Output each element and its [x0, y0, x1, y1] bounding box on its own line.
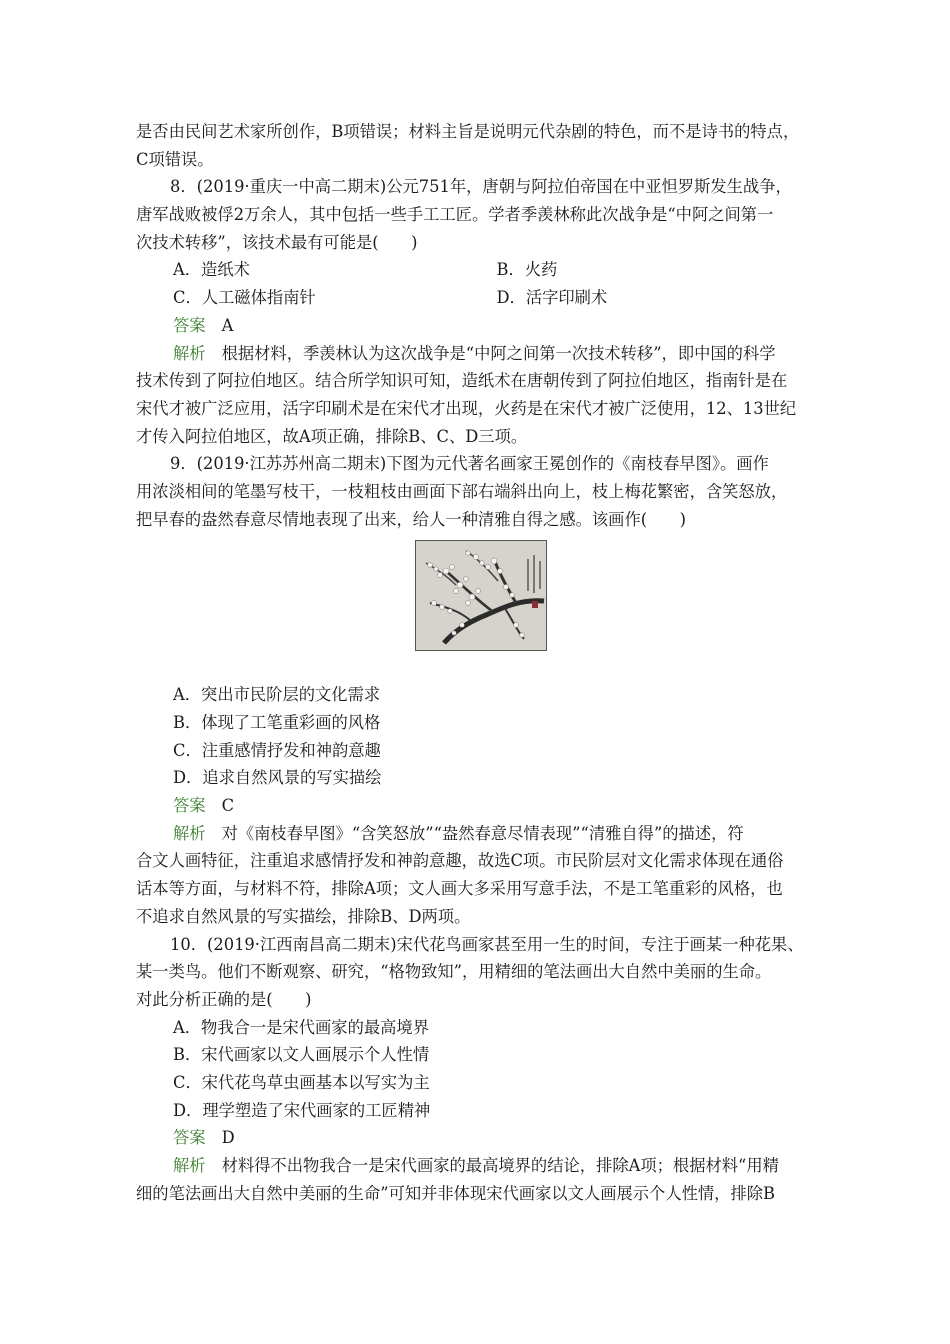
q8-options-row-2 — [136, 284, 820, 312]
q9-answer — [136, 792, 820, 820]
q10-answer-label: 答案 — [173, 1128, 206, 1148]
q9-answer-label: 答案 — [173, 796, 206, 816]
q10-analysis-label: 解析 — [173, 1156, 206, 1175]
q8-analysis-line-3: 宋代才被广泛应用，活字印刷术是在宋代才出现，火药是在宋代才被广泛使用，12、13世纪 — [136, 398, 797, 418]
question-8 — [136, 173, 820, 450]
q10-option-d: D．理学塑造了宋代画家的工匠精神 — [173, 1100, 431, 1120]
q9-analysis-line-3: 话本等方面，与材料不符，排除A项；文人画大多采用写意手法，不是工笔重彩的风格，也 — [136, 879, 783, 899]
q10-answer — [136, 1124, 820, 1152]
intro-line-2: C项错误。 — [136, 149, 214, 169]
q10-analysis-line-2: 细的笔法画出大自然中美丽的生命”可知并非体现宋代画家以文人画展示个人性情，排除B — [136, 1183, 775, 1203]
q10-stem-line-3: 对此分析正确的是( ) — [136, 989, 312, 1009]
q8-option-d: D．活字印刷术 — [496, 288, 608, 308]
q8-answer-label: 答案 — [173, 315, 206, 335]
q8-analysis-line-2: 技术传到了阿拉伯地区。结合所学知识可知，造纸术在唐朝传到了阿拉伯地区，指南针是在 — [136, 371, 788, 391]
q9-option-b: B．体现了工笔重彩画的风格 — [173, 713, 381, 732]
page-content — [136, 118, 820, 1207]
q9-stem-line-3: 把早春的盎然春意尽情地表现了出来，给人一种清雅自得之感。该画作( ) — [136, 509, 686, 529]
q8-stem-line-1: 8．(2019·重庆一中高二期末)公元751年，唐朝与阿拉伯帝国在中亚怛罗斯发生战争， — [170, 177, 792, 197]
q9-figure — [136, 533, 820, 681]
q8-answer — [136, 312, 820, 340]
q8-answer-value: A — [221, 315, 234, 335]
q10-option-b: B．宋代画家以文人画展示个人性情 — [173, 1045, 430, 1065]
q10-answer-value: D — [221, 1128, 235, 1148]
q8-option-a: A．造纸术 — [173, 260, 250, 280]
q8-analysis-line-4: 才传入阿拉伯地区，故A项正确，排除B、C、D三项。 — [136, 426, 528, 446]
q8-analysis-text-1: 根据材料，季羡林认为这次战争是“中阿之间第一次技术转移”，即中国的科学 — [221, 343, 776, 363]
q9-analysis-line-1 — [136, 820, 820, 848]
q9-analysis-line-4: 不追求自然风景的写实描绘，排除B、D两项。 — [136, 906, 471, 926]
q10-stem-line-2: 某一类鸟。他们不断观察、研究，“格物致知”，用精细的笔法画出大自然中美丽的生命。 — [136, 962, 772, 982]
q8-option-b: B．火药 — [496, 260, 558, 280]
question-10 — [136, 931, 820, 1208]
q9-analysis-text-1: 对《南枝春早图》“含笑怒放”“盎然春意尽情表现”“清雅自得”的描述，符 — [221, 823, 744, 843]
intro-line-1: 是否由民间艺术家所创作，B项错误；材料主旨是说明元代杂剧的特色，而不是诗书的特点， — [136, 122, 800, 141]
q9-option-a: A．突出市民阶层的文化需求 — [173, 685, 381, 705]
q8-analysis-line-1 — [136, 340, 820, 368]
q8-stem-line-2: 唐军战败被俘2万余人，其中包括一些手工工匠。学者季羡林称此次战争是“中阿之间第一 — [136, 205, 774, 225]
q10-option-a: A．物我合一是宋代画家的最高境界 — [173, 1017, 429, 1037]
q8-option-c: C．人工磁体指南针 — [173, 288, 316, 308]
q10-stem-line-1: 10．(2019·江西南昌高二期末)宋代花鸟画家甚至用一生的时间，专注于画某一种花果、 — [170, 934, 804, 954]
q8-analysis-label: 解析 — [173, 343, 206, 363]
q9-option-c: C．注重感情抒发和神韵意趣 — [173, 740, 381, 760]
plum-blossom-painting-image — [415, 540, 547, 651]
q10-analysis-line-1 — [136, 1152, 820, 1180]
q9-stem-line-1: 9．(2019·江苏苏州高二期末)下图为元代著名画家王冕创作的《南枝春早图》。画作 — [170, 454, 769, 474]
q8-stem-line-3: 次技术转移”，该技术最有可能是( ) — [136, 232, 418, 252]
q9-stem-line-2: 用浓淡相间的笔墨写枝干，一枝粗枝由画面下部右端斜出向上，枝上梅花繁密，含笑怒放， — [136, 481, 788, 501]
q9-option-d: D．追求自然风景的写实描绘 — [173, 768, 382, 788]
q9-analysis-line-2: 合文人画特征，注重追求感情抒发和神韵意趣，故选C项。市民阶层对文化需求体现在通俗 — [136, 851, 784, 871]
q9-answer-value: C — [221, 796, 235, 816]
q10-analysis-text-1: 材料得不出物我合一是宋代画家的最高境界的结论，排除A项；根据材料“用精 — [221, 1156, 779, 1175]
q9-analysis-label: 解析 — [173, 823, 206, 843]
q8-options-row-1 — [136, 256, 820, 284]
q10-option-c: C．宋代花鸟草虫画基本以写实为主 — [173, 1072, 430, 1092]
question-9 — [136, 450, 820, 930]
